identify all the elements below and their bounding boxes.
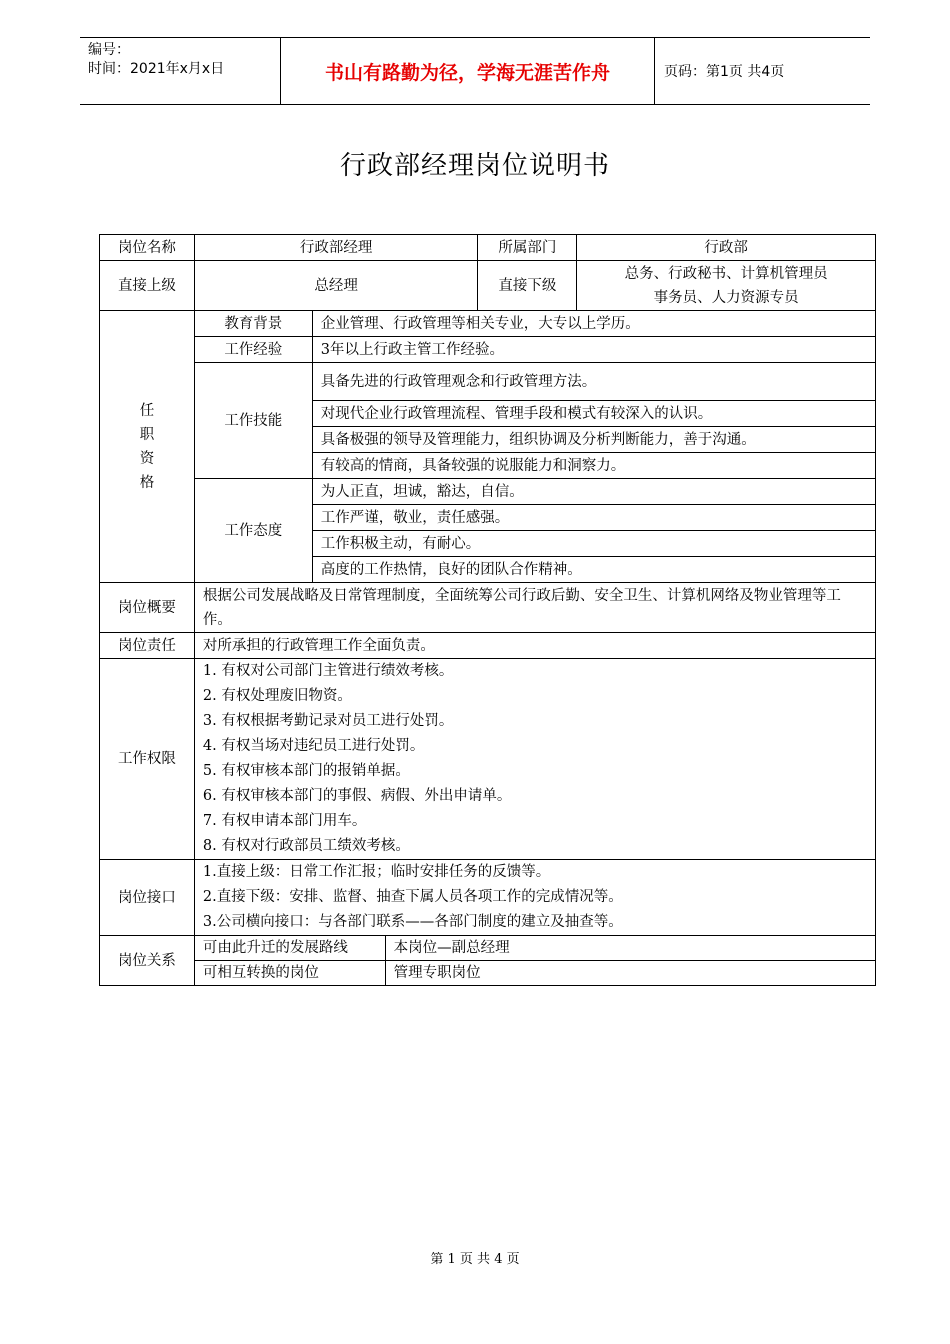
list-item: 1.直接上级：日常工作汇报；临时安排任务的反馈等。 [202,864,551,880]
cell-label: 工作经验 [194,337,312,363]
cell-value: 本岗位—副总经理 [385,936,875,961]
document-title: 行政部经理岗位说明书 [339,151,610,181]
table-row [100,860,876,936]
header-motto: 书山有路勤为径，学海无涯苦作舟 [280,38,655,104]
list-item: 5. 有权审核本部门的报销单据。 [202,763,410,779]
list-item: 3. 有权根据考勤记录对员工进行处罚。 [202,713,454,729]
date-label: 时间：2021年x月x日 [88,61,225,77]
skill-item: 具备极强的领导及管理能力，组织协调及分析判断能力，善于沟通。 [312,427,875,453]
list-item: 4. 有权当场对违纪员工进行处罚。 [202,738,425,754]
cell-value: 根据公司发展战略及日常管理制度，全面统筹公司行政后勤、安全卫生、计算机网络及物业管理等工作。 [194,583,875,633]
skill-item: 有较高的情商，具备较强的说服能力和洞察力。 [312,453,875,479]
cell-label: 可相互转换的岗位 [194,961,385,986]
cell-value: 3年以上行政主管工作经验。 [312,337,875,363]
list-item: 2. 有权处理废旧物资。 [202,688,352,704]
qualification-label [100,311,195,583]
header-meta [80,38,280,104]
attitude-item: 工作严谨，敬业，责任感强。 [312,505,875,531]
skill-item: 对现代企业行政管理流程、管理手段和模式有较深入的认识。 [312,401,875,427]
table-row [100,479,876,505]
cell-label: 工作技能 [194,363,312,479]
cell-label: 教育背景 [194,311,312,337]
list-item: 8. 有权对行政部员工绩效考核。 [202,838,410,854]
document-header [80,37,870,105]
table-row [100,363,876,401]
cell-value: 总经理 [194,261,478,311]
qualification-char: 格 [139,474,155,491]
skill-item: 具备先进的行政管理观念和行政管理方法。 [312,363,875,401]
list-item: 1. 有权对公司部门主管进行绩效考核。 [202,663,454,679]
cell-label: 直接下级 [478,261,577,311]
header-page-info: 页码：第1页 共4页 [664,64,785,80]
table-row [100,583,876,633]
qualification-char: 资 [139,450,155,467]
job-description-table [99,234,876,986]
cell-label: 岗位接口 [100,860,195,936]
attitude-item: 高度的工作热情，良好的团队合作精神。 [312,557,875,583]
cell-label: 可由此升迁的发展路线 [194,936,385,961]
list-item: 2.直接下级：安排、监督、抽查下属人员各项工作的完成情况等。 [202,889,623,905]
cell-value: 对所承担的行政管理工作全面负责。 [194,633,875,659]
qualification-char: 职 [139,426,155,443]
cell-value: 企业管理、行政管理等相关专业，大专以上学历。 [312,311,875,337]
table-row [100,261,876,311]
cell-label: 直接上级 [100,261,195,311]
page-footer: 第 1 页 共 4 页 [430,1252,520,1267]
table-row [100,633,876,659]
cell-label: 工作权限 [100,659,195,860]
cell-label: 岗位名称 [100,235,195,261]
authority-list [194,659,875,860]
table-row [100,337,876,363]
list-item: 3.公司横向接口：与各部门联系——各部门制度的建立及抽查等。 [202,914,623,930]
list-item: 6. 有权审核本部门的事假、病假、外出申请单。 [202,788,512,804]
attitude-item: 工作积极主动，有耐心。 [312,531,875,557]
list-item: 7. 有权申请本部门用车。 [202,813,367,829]
cell-label: 岗位概要 [100,583,195,633]
cell-value: 行政部经理 [194,235,478,261]
cell-label: 岗位关系 [100,936,195,986]
cell-value [577,261,876,311]
qualification-char: 任 [139,402,155,419]
table-row [100,311,876,337]
table-row [100,659,876,860]
cell-value: 管理专职岗位 [385,961,875,986]
table-row [100,235,876,261]
subordinate-line: 总务、行政秘书、计算机管理员 [624,265,828,282]
cell-label: 所属部门 [478,235,577,261]
cell-label: 工作态度 [194,479,312,583]
interface-list [194,860,875,936]
subordinate-line: 事务员、人力资源专员 [653,289,799,306]
table-row [100,936,876,961]
cell-label: 岗位责任 [100,633,195,659]
attitude-item: 为人正直，坦诚，豁达，自信。 [312,479,875,505]
cell-value: 行政部 [577,235,876,261]
table-row [100,961,876,986]
number-label: 编号： [88,42,130,58]
